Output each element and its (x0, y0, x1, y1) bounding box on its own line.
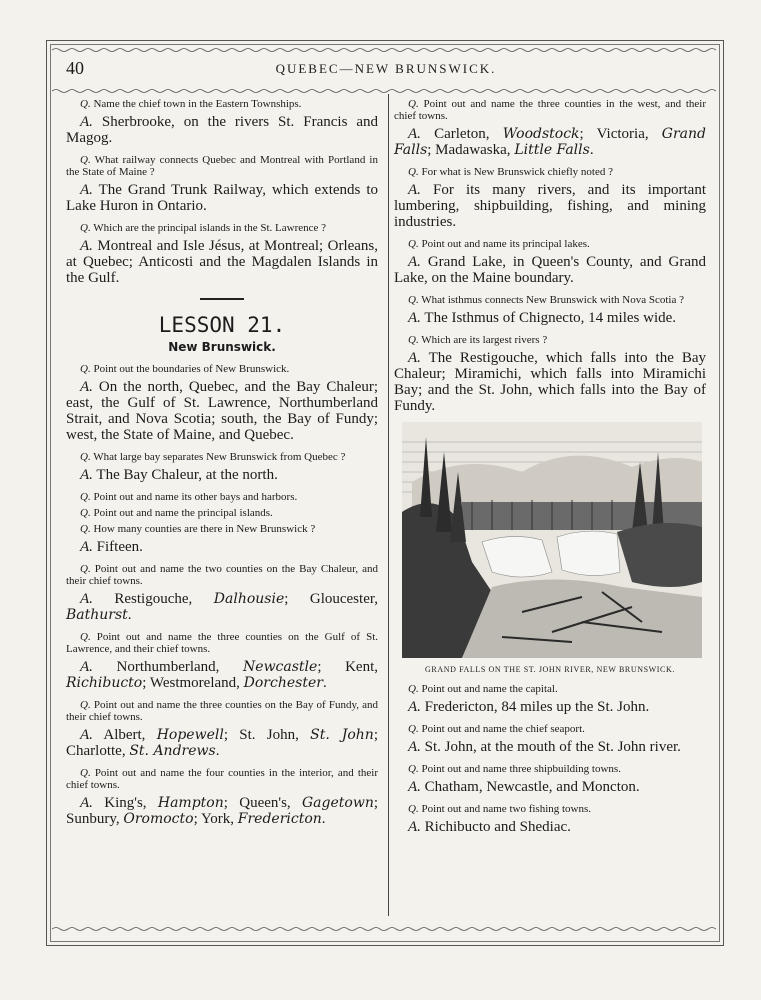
chief-town-name: Oromocto (123, 811, 194, 827)
right-qa-group (394, 166, 706, 414)
county-text: ; St. John, (223, 727, 311, 743)
column-divider (388, 94, 389, 916)
answer-text: The Isthmus of Chignecto, 14 miles wide. (424, 310, 677, 326)
question-text: What railway connects Quebec and Montreal with Portland in the State of Maine ? (66, 154, 378, 178)
county-text: ; Madawaska, (427, 142, 515, 158)
answer (66, 238, 378, 286)
answer (66, 182, 378, 214)
answer-text: Montreal and Isle Jésus, at Montreal; Orleans, at Quebec; Anticosti and the Magdalen Islands in the Gulf. (66, 238, 379, 286)
question (66, 523, 378, 535)
question (66, 451, 378, 463)
question-text: Point out and name the three counties in the west, and their chief towns. (394, 98, 706, 122)
county-text: ; York, (193, 811, 238, 827)
question (394, 723, 706, 735)
answer (66, 379, 378, 443)
answer (394, 350, 706, 414)
answer (394, 254, 706, 286)
question-text: Name the chief town in the Eastern Townships. (93, 98, 302, 110)
answer-label: A. (408, 254, 421, 270)
answer (394, 779, 706, 795)
answer (66, 467, 378, 483)
question-label: Q. (408, 166, 419, 178)
county-text: ; Sunbury, (66, 795, 379, 827)
answer-text: The Grand Trunk Railway, which extends to Lake Huron in Ontario. (66, 182, 378, 214)
chief-town-name: Bathurst (66, 607, 128, 623)
county-text: ; Gloucester, (284, 591, 378, 607)
answer-label: A. (408, 739, 421, 755)
answer-label: A. (408, 779, 421, 795)
question-text: Which are the principal islands in the St. Lawrence ? (93, 222, 327, 234)
question (66, 507, 378, 519)
running-head: QUEBEC—NEW BRUNSWICK. (275, 61, 497, 76)
answer (394, 182, 706, 230)
answer-label: A. (408, 819, 421, 835)
question (66, 767, 378, 791)
county-text: . (215, 743, 220, 759)
question-text: Point out and name the chief seaport. (421, 723, 585, 735)
question (66, 699, 378, 723)
right-qa-west-counties (394, 98, 706, 158)
answer (66, 795, 378, 827)
question (66, 222, 378, 234)
answer-text: Grand Lake, in Queen's County, and Grand Lake, on the Maine boundary. (394, 254, 706, 286)
bottom-ornament-rule (52, 926, 716, 932)
answer (394, 310, 706, 326)
question-label: Q. (80, 699, 91, 711)
chief-town-name: Hopewell (156, 727, 224, 743)
illustration-caption: GRAND FALLS ON THE ST. JOHN RIVER, NEW BRUNSWICK. (425, 665, 675, 674)
question-text: Point out and name the three counties on the Bay of Fundy, and their chief towns. (66, 699, 379, 723)
answer-label: A. (80, 467, 93, 483)
question-text: Point out and name three shipbuilding towns. (421, 763, 621, 775)
county-text: . (322, 675, 327, 691)
question-label: Q. (80, 507, 91, 519)
question (66, 363, 378, 375)
answer-label: A. (80, 114, 93, 130)
question-label: Q. (80, 363, 91, 375)
answer-text: For its many rivers, and its important lumbering, shipbuilding, fishing, and mining industries. (394, 182, 707, 230)
lesson-title: LESSON 21. (158, 313, 286, 337)
question (394, 334, 706, 346)
left-question-list (66, 491, 378, 535)
question-label: Q. (80, 98, 91, 110)
answer-text: Richibucto and Shediac. (424, 819, 571, 835)
question (66, 491, 378, 503)
left-column (66, 98, 378, 835)
question-text: Point out and name the two counties on the Bay Chaleur, and their chief towns. (66, 563, 378, 587)
chief-town-name: Dalhousie (213, 591, 285, 607)
answer-text: Chatham, Newcastle, and Moncton. (424, 779, 640, 795)
question-label: Q. (80, 563, 91, 575)
county-text: ; Queen's, (223, 795, 302, 811)
answer (66, 727, 378, 759)
question (66, 631, 378, 655)
answer (66, 539, 378, 555)
question-label: Q. (80, 631, 91, 643)
chief-town-name: Newcastle (243, 659, 318, 675)
question-label: Q. (80, 222, 91, 234)
question-text: What large bay separates New Brunswick from Quebec ? (93, 451, 346, 463)
answer-label: A. (80, 379, 93, 395)
chief-town-name: Hampton (157, 795, 224, 811)
question-text: Point out and name the capital. (421, 683, 558, 695)
question-text: Point out the boundaries of New Brunswick. (93, 363, 290, 375)
question-label: Q. (408, 803, 419, 815)
chief-town-name: Woodstock (502, 126, 580, 142)
page-header (66, 58, 706, 82)
answer-text: St. John, at the mouth of the St. John river. (424, 739, 681, 755)
header-ornament-rule (52, 88, 716, 94)
answer-text: Sherbrooke, on the rivers St. Francis and Magog. (66, 114, 379, 146)
chief-town-name: Little Falls (514, 142, 590, 158)
right-column (394, 98, 706, 843)
chief-town-name: Richibucto (66, 675, 143, 691)
answer-text: On the north, Quebec, and the Bay Chaleur; east, the Gulf of St. Lawrence, Northumberland Strait, and Nova Scotia; south, the Bay of Fundy; west, the State of Maine, and Quebec. (66, 379, 379, 443)
county-text: ; Victoria, (579, 126, 662, 142)
answer (66, 591, 378, 623)
county-text: ; Kent, (317, 659, 378, 675)
chief-town-name: Grand Falls (394, 126, 706, 158)
question-text: How many counties are there in New Brunswick ? (93, 523, 316, 535)
left-qa-group-boundaries (66, 363, 378, 483)
answer-label: A. (80, 659, 93, 675)
question-label: Q. (80, 154, 91, 166)
county-text: ; Westmoreland, (142, 675, 244, 691)
answer-label: A. (408, 126, 421, 142)
answer (394, 819, 706, 835)
question-text: Point out and name its other bays and harbors. (93, 491, 298, 503)
question-text: What isthmus connects New Brunswick with Nova Scotia ? (421, 294, 684, 306)
grand-falls-illustration (402, 422, 702, 658)
answer-label: A. (80, 238, 93, 254)
question-text: Which are its largest rivers ? (421, 334, 548, 346)
answer-label: A. (408, 699, 421, 715)
question-label: Q. (408, 334, 419, 346)
answer-text: Fifteen. (96, 539, 143, 555)
county-text: . (589, 142, 594, 158)
question-text: Point out and name its principal lakes. (421, 238, 590, 250)
county-text: ; Charlotte, (66, 727, 378, 759)
question (394, 238, 706, 250)
question-text: Point out and name the three counties on the Gulf of St. Lawrence, and their chief towns. (66, 631, 378, 655)
answer-label: A. (80, 795, 93, 811)
answer-label: A. (80, 727, 93, 743)
question-text: Point out and name two fishing towns. (421, 803, 592, 815)
left-qa-group-counties (66, 563, 378, 827)
lesson-subject: New Brunswick. (168, 340, 276, 354)
chief-town-name: Dorchester (243, 675, 323, 691)
question (66, 563, 378, 587)
answer (66, 659, 378, 691)
question-label: Q. (408, 683, 419, 695)
county-text: King's, (104, 795, 158, 811)
question-text: Point out and name the principal islands. (93, 507, 273, 519)
answer-label: A. (80, 591, 93, 607)
question (66, 98, 378, 110)
question (394, 763, 706, 775)
question (394, 98, 706, 122)
question-label: Q. (80, 491, 91, 503)
county-text: Restigouche, (114, 591, 214, 607)
answer (394, 699, 706, 715)
answer-label: A. (80, 182, 93, 198)
answer-label: A. (408, 182, 421, 198)
answer (66, 114, 378, 146)
question (66, 154, 378, 178)
chief-town-name: Fredericton (237, 811, 322, 827)
answer-text: Fredericton, 84 miles up the St. John. (424, 699, 650, 715)
right-qa-group-cities (394, 683, 706, 835)
question (394, 803, 706, 815)
county-text: Albert, (103, 727, 157, 743)
question-label: Q. (408, 763, 419, 775)
county-text: Carleton, (434, 126, 503, 142)
answer (394, 126, 706, 158)
answer-text: The Bay Chaleur, at the north. (96, 467, 278, 483)
question-text: Point out and name the four counties in the interior, and their chief towns. (66, 767, 379, 791)
question-label: Q. (80, 451, 91, 463)
question (394, 294, 706, 306)
question-label: Q. (408, 238, 419, 250)
page-number: 40 (66, 58, 84, 78)
question-label: Q. (80, 523, 91, 535)
county-text: Northumberland, (116, 659, 244, 675)
question-label: Q. (408, 294, 419, 306)
answer-label: A. (408, 350, 421, 366)
question-label: Q. (408, 723, 419, 735)
answer-label: A. (80, 539, 93, 555)
question (394, 166, 706, 178)
chief-town-name: St. Andrews (129, 743, 216, 759)
chief-town-name: Gagetown (302, 795, 374, 811)
left-qa-group-quebec (66, 98, 378, 286)
chief-town-name: St. John (310, 727, 374, 743)
county-text: . (321, 811, 326, 827)
top-ornament-rule (52, 47, 716, 53)
county-text: . (127, 607, 132, 623)
question-label: Q. (408, 98, 419, 110)
lesson-separator-rule (200, 298, 244, 300)
question-text: For what is New Brunswick chiefly noted ? (421, 166, 613, 178)
answer-text: The Restigouche, which falls into the Bay Chaleur; Miramichi, which falls into Miramichi Bay; and the St. John, which falls into the Bay of Fundy. (394, 350, 706, 414)
question (394, 683, 706, 695)
question-label: Q. (80, 767, 91, 779)
answer-label: A. (408, 310, 421, 326)
answer (394, 739, 706, 755)
